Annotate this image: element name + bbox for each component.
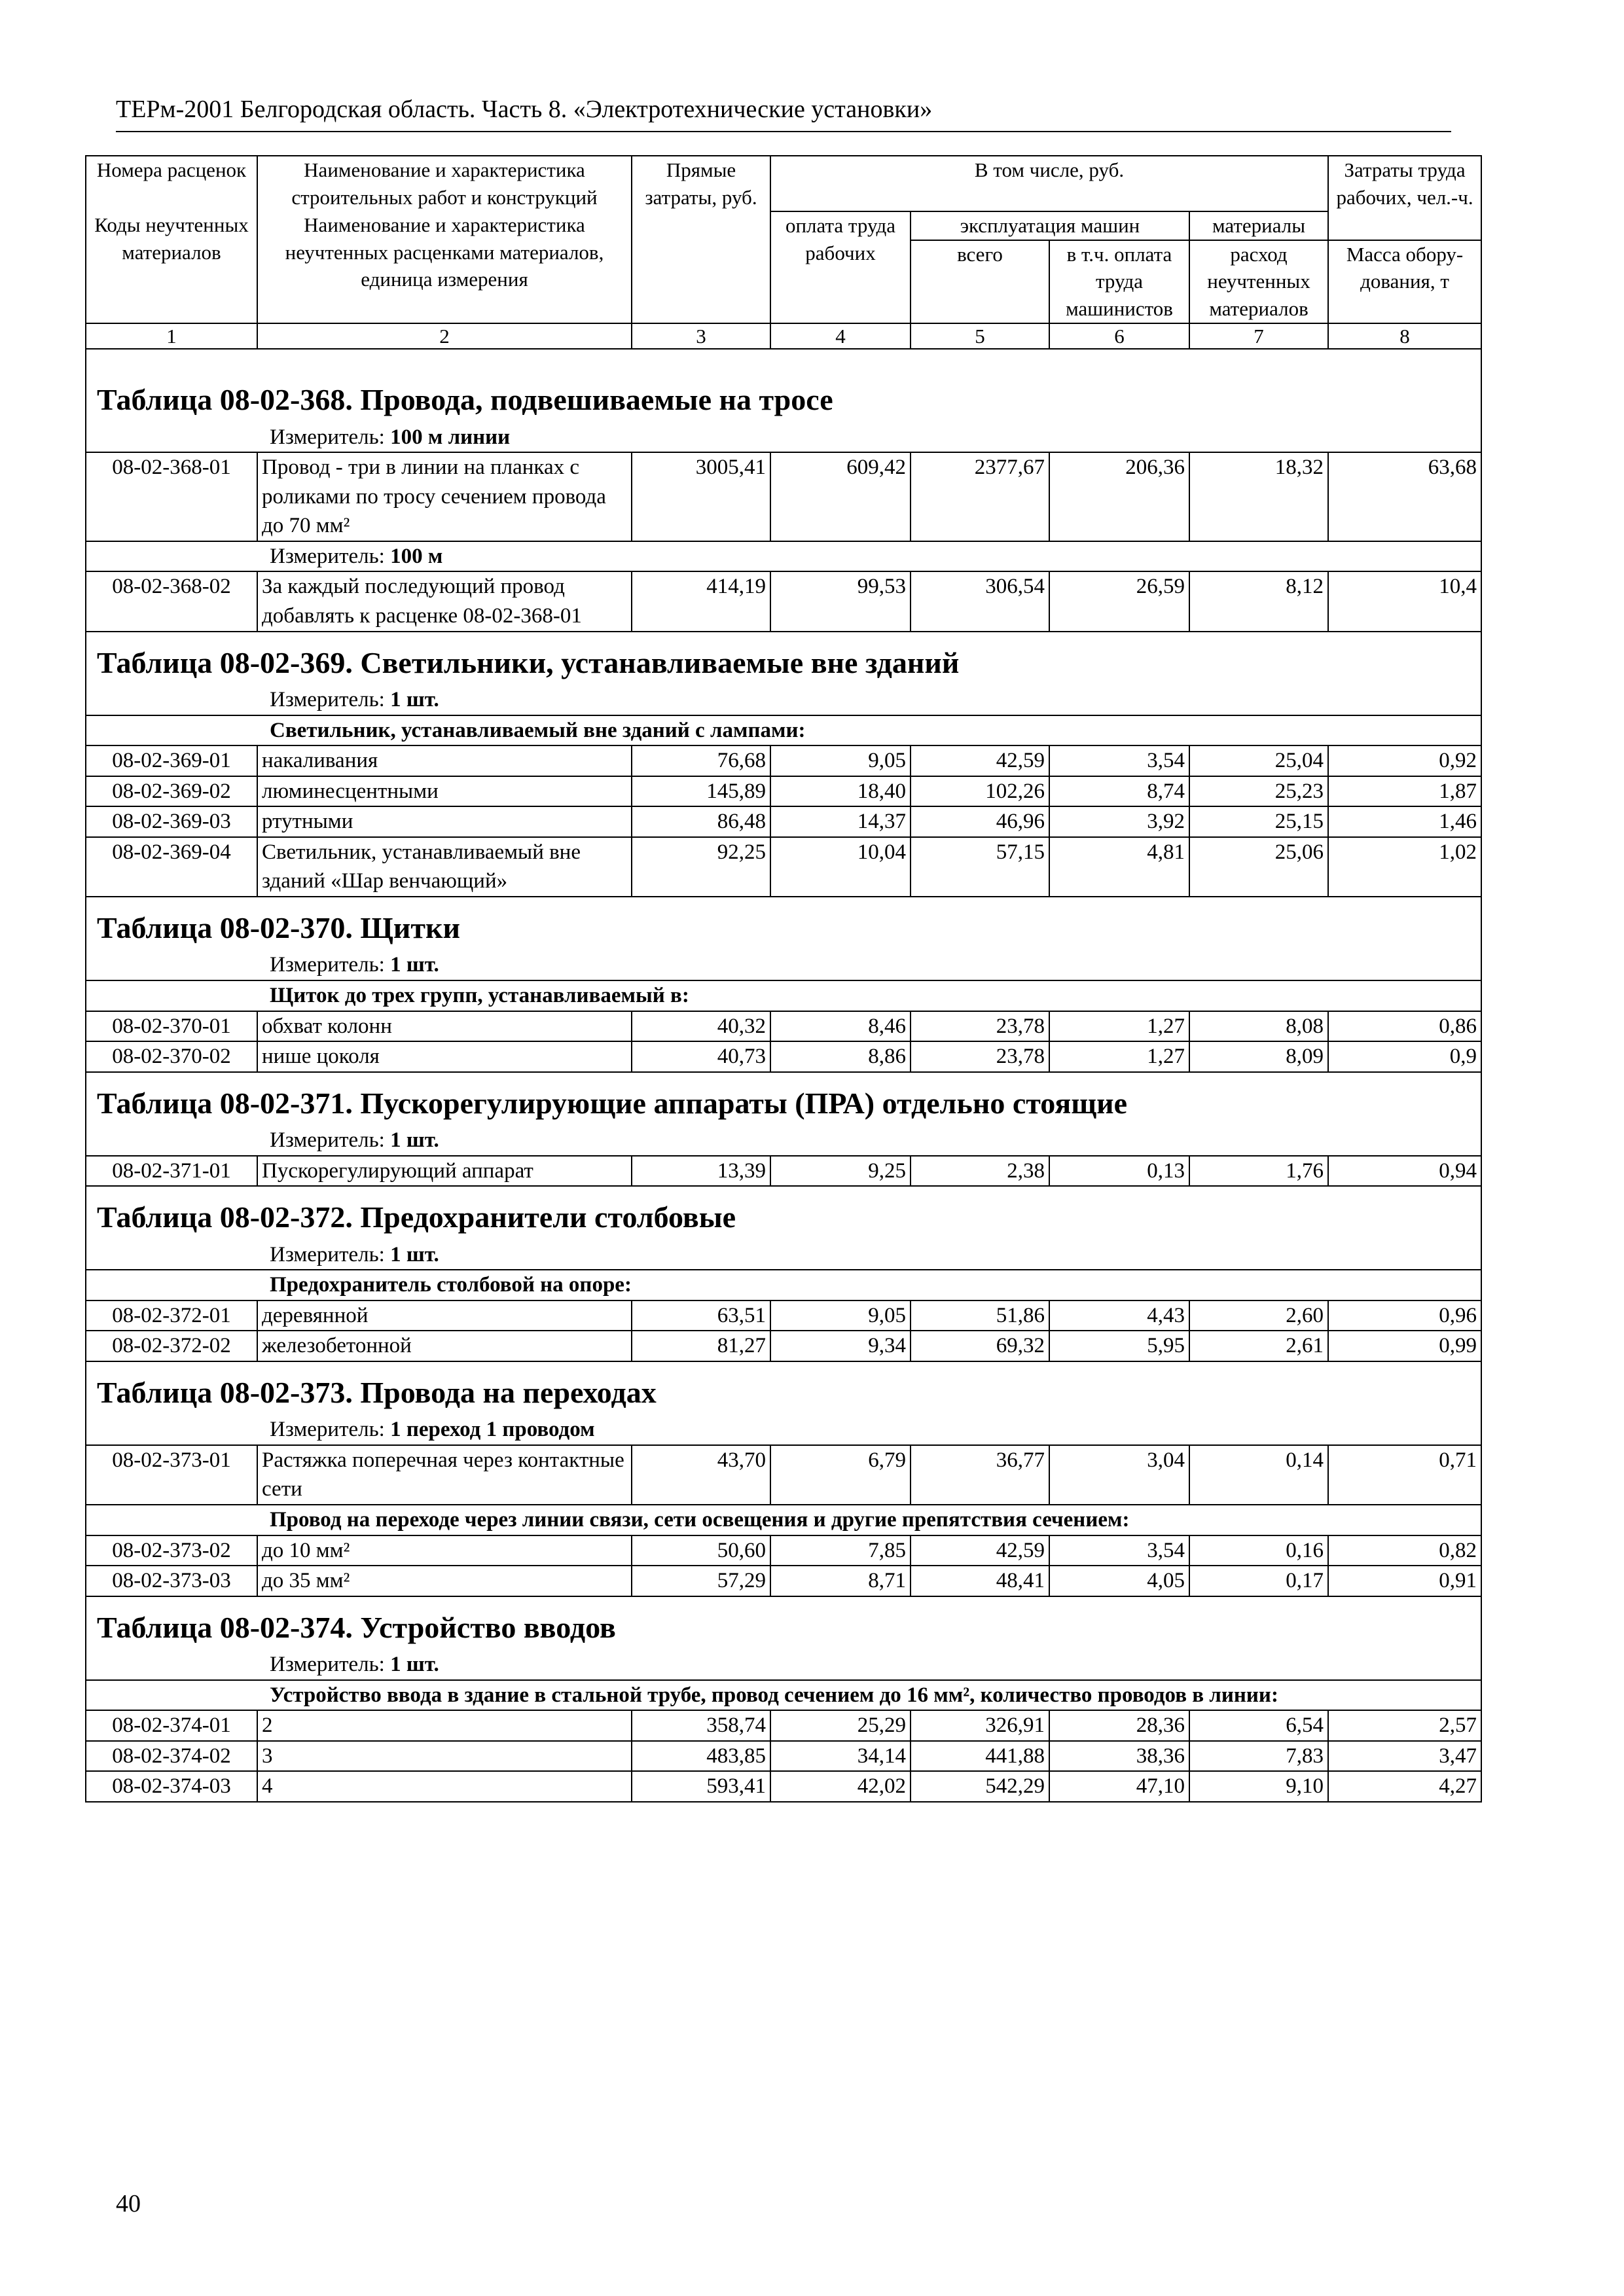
direct-costs: 43,70 [632, 1445, 770, 1505]
subheading: Щиток до трех групп, устанавливаемый в: [86, 980, 1481, 1011]
table-row [86, 1535, 1481, 1566]
rate-name: ртутными [257, 806, 632, 837]
materials: 25,04 [1189, 745, 1328, 776]
section-title-372 [86, 1186, 1481, 1240]
measure-value: 100 м линии [390, 425, 511, 449]
subheading-row-370 [86, 980, 1481, 1011]
rate-code: 08-02-369-04 [86, 837, 257, 897]
rate-code: 08-02-369-03 [86, 806, 257, 837]
rate-name: 4 [257, 1771, 632, 1802]
col-rate-numbers-header: Номера расценок [86, 156, 257, 211]
col-number: 3 [632, 323, 770, 349]
header-row-2 [86, 211, 1481, 240]
materials: 0,14 [1189, 1445, 1328, 1505]
operator-pay: 206,36 [1049, 452, 1189, 541]
materials: 2,60 [1189, 1300, 1328, 1331]
measure [86, 950, 1481, 980]
subheading-row-372 [86, 1270, 1481, 1300]
labor-costs: 1,02 [1328, 837, 1481, 897]
table-row [86, 1331, 1481, 1361]
rate-code: 08-02-373-01 [86, 1445, 257, 1505]
worker-pay: 8,71 [770, 1566, 911, 1596]
rate-code: 08-02-372-01 [86, 1300, 257, 1331]
labor-costs: 10,4 [1328, 571, 1481, 631]
worker-pay: 99,53 [770, 571, 911, 631]
measure-row-370 [86, 950, 1481, 980]
measure-value: 1 шт. [390, 953, 439, 977]
measure-value: 1 шт. [390, 1242, 439, 1266]
measure-value: 1 шт. [390, 688, 439, 712]
section-title: Таблица 08-02-372. Предохранители столбовые [86, 1186, 1481, 1240]
worker-pay: 9,34 [770, 1331, 911, 1361]
rate-name: 2 [257, 1710, 632, 1741]
measure-row-368b [86, 541, 1481, 572]
section-title: Таблица 08-02-369. Светильники, устанавливаемые вне зданий [86, 632, 1481, 686]
labor-costs: 63,68 [1328, 452, 1481, 541]
labor-costs: 0,82 [1328, 1535, 1481, 1566]
operator-pay: 47,10 [1049, 1771, 1189, 1802]
col-number: 1 [86, 323, 257, 349]
worker-pay: 18,40 [770, 776, 911, 807]
rate-name: железобетонной [257, 1331, 632, 1361]
measure-label: Измеритель: [270, 1653, 391, 1677]
table-row [86, 1566, 1481, 1596]
rate-name: Растяжка поперечная через контактные сети [257, 1445, 632, 1505]
section-title-370 [86, 897, 1481, 951]
rate-code: 08-02-369-02 [86, 776, 257, 807]
machines-total: 23,78 [911, 1011, 1049, 1042]
col-number: 7 [1189, 323, 1328, 349]
section-title: Таблица 08-02-374. Устройство вводов [86, 1596, 1481, 1651]
worker-pay: 42,02 [770, 1771, 911, 1802]
col-unaccounted-materials-header: расход неучтенных материалов [1189, 240, 1328, 324]
direct-costs: 13,39 [632, 1156, 770, 1187]
direct-costs: 76,68 [632, 745, 770, 776]
measure-label: Измеритель: [270, 544, 391, 568]
page-number: 40 [116, 2190, 141, 2217]
rate-name: нише цоколя [257, 1041, 632, 1072]
rate-code: 08-02-371-01 [86, 1156, 257, 1187]
rate-code: 08-02-373-03 [86, 1566, 257, 1596]
direct-costs: 57,29 [632, 1566, 770, 1596]
direct-costs: 414,19 [632, 571, 770, 631]
rates-table [85, 155, 1482, 1803]
table-row [86, 452, 1481, 541]
section-title-371 [86, 1072, 1481, 1126]
direct-costs: 40,73 [632, 1041, 770, 1072]
machines-total: 306,54 [911, 571, 1049, 631]
col-operator-pay-header: в т.ч. оплата труда машинистов [1049, 240, 1189, 324]
direct-costs: 145,89 [632, 776, 770, 807]
measure-row-369 [86, 685, 1481, 715]
table-row [86, 1041, 1481, 1072]
measure-label: Измеритель: [270, 1418, 391, 1442]
col-direct-costs-header: Прямые затраты, руб. [632, 156, 770, 323]
subheading: Светильник, устанавливаемый вне зданий с лампами: [86, 715, 1481, 746]
measure-row-372 [86, 1240, 1481, 1270]
labor-costs: 1,87 [1328, 776, 1481, 807]
col-number: 5 [911, 323, 1049, 349]
measure-row-374 [86, 1650, 1481, 1680]
section-title: Таблица 08-02-373. Провода на переходах [86, 1361, 1481, 1416]
table-row [86, 1771, 1481, 1802]
table-row [86, 806, 1481, 837]
machines-total: 42,59 [911, 745, 1049, 776]
materials: 8,08 [1189, 1011, 1328, 1042]
worker-pay: 25,29 [770, 1710, 911, 1741]
worker-pay: 34,14 [770, 1741, 911, 1772]
operator-pay: 3,54 [1049, 745, 1189, 776]
measure-row-368 [86, 423, 1481, 453]
measure [86, 685, 1481, 715]
machines-total: 36,77 [911, 1445, 1049, 1505]
measure-value: 1 шт. [390, 1653, 439, 1677]
measure-label: Измеритель: [270, 1128, 391, 1153]
operator-pay: 3,04 [1049, 1445, 1189, 1505]
measure-value: 1 шт. [390, 1128, 439, 1153]
labor-costs: 0,96 [1328, 1300, 1481, 1331]
table-row [86, 745, 1481, 776]
worker-pay: 9,05 [770, 745, 911, 776]
materials: 0,16 [1189, 1535, 1328, 1566]
machines-total: 542,29 [911, 1771, 1049, 1802]
subheading-row-369 [86, 715, 1481, 746]
rate-code: 08-02-372-02 [86, 1331, 257, 1361]
worker-pay: 9,05 [770, 1300, 911, 1331]
machines-total: 69,32 [911, 1331, 1049, 1361]
table-row [86, 1300, 1481, 1331]
measure [86, 1415, 1481, 1445]
direct-costs: 3005,41 [632, 452, 770, 541]
machines-total: 46,96 [911, 806, 1049, 837]
col-worker-pay-header: оплата труда рабочих [770, 211, 911, 323]
rate-name: 3 [257, 1741, 632, 1772]
table-row [86, 1011, 1481, 1042]
col-machines-header: эксплуатация машин [911, 211, 1189, 240]
direct-costs: 593,41 [632, 1771, 770, 1802]
materials: 0,17 [1189, 1566, 1328, 1596]
machines-total: 57,15 [911, 837, 1049, 897]
table-row [86, 776, 1481, 807]
col-number: 2 [257, 323, 632, 349]
operator-pay: 38,36 [1049, 1741, 1189, 1772]
materials: 6,54 [1189, 1710, 1328, 1741]
rate-name: Пускорегулирующий аппарат [257, 1156, 632, 1187]
operator-pay: 0,13 [1049, 1156, 1189, 1187]
rate-code: 08-02-374-02 [86, 1741, 257, 1772]
subheading-row-374 [86, 1680, 1481, 1711]
measure-value: 100 м [390, 544, 443, 568]
direct-costs: 81,27 [632, 1331, 770, 1361]
section-title: Таблица 08-02-370. Щитки [86, 897, 1481, 951]
operator-pay: 1,27 [1049, 1041, 1189, 1072]
labor-costs: 4,27 [1328, 1771, 1481, 1802]
rate-code: 08-02-369-01 [86, 745, 257, 776]
section-title: Таблица 08-02-368. Провода, подвешиваемые на тросе [86, 369, 1481, 423]
section-title-373 [86, 1361, 1481, 1416]
measure-row-373 [86, 1415, 1481, 1445]
worker-pay: 14,37 [770, 806, 911, 837]
measure [86, 1650, 1481, 1680]
materials: 2,61 [1189, 1331, 1328, 1361]
machines-total: 42,59 [911, 1535, 1049, 1566]
rate-code: 08-02-374-01 [86, 1710, 257, 1741]
direct-costs: 63,51 [632, 1300, 770, 1331]
operator-pay: 1,27 [1049, 1011, 1189, 1042]
worker-pay: 609,42 [770, 452, 911, 541]
table-row [86, 837, 1481, 897]
col-work-name-header: Наименование и характеристика строительных работ и конструкций [257, 156, 632, 211]
rate-code: 08-02-370-01 [86, 1011, 257, 1042]
materials: 25,15 [1189, 806, 1328, 837]
header-row-1 [86, 156, 1481, 211]
materials: 7,83 [1189, 1741, 1328, 1772]
rate-name: люминесцентными [257, 776, 632, 807]
operator-pay: 4,05 [1049, 1566, 1189, 1596]
rate-name: накаливания [257, 745, 632, 776]
col-material-names-header: Наименование и характеристика неучтенных расценками материалов, единица измерения [257, 211, 632, 323]
section-title: Таблица 08-02-371. Пускорегулирующие аппараты (ПРА) отдельно стоящие [86, 1072, 1481, 1126]
worker-pay: 10,04 [770, 837, 911, 897]
section-gap [86, 349, 1481, 369]
section-title-368 [86, 369, 1481, 423]
section-title-369 [86, 632, 1481, 686]
subheading-row-373 [86, 1505, 1481, 1535]
rate-name: За каждый последующий провод добавлять к расценке 08-02-368-01 [257, 571, 632, 631]
worker-pay: 8,86 [770, 1041, 911, 1072]
machines-total: 48,41 [911, 1566, 1049, 1596]
measure-row-371 [86, 1126, 1481, 1156]
measure [86, 1240, 1481, 1270]
operator-pay: 5,95 [1049, 1331, 1189, 1361]
rate-code: 08-02-368-02 [86, 571, 257, 631]
table-row [86, 1445, 1481, 1505]
machines-total: 102,26 [911, 776, 1049, 807]
materials: 25,06 [1189, 837, 1328, 897]
machines-total: 441,88 [911, 1741, 1049, 1772]
operator-pay: 4,81 [1049, 837, 1189, 897]
column-numbers-row [86, 323, 1481, 349]
header-rule [116, 131, 1451, 132]
worker-pay: 9,25 [770, 1156, 911, 1187]
col-materials-header: материалы [1189, 211, 1328, 240]
measure [86, 541, 1481, 572]
direct-costs: 50,60 [632, 1535, 770, 1566]
rate-name: обхват колонн [257, 1011, 632, 1042]
measure [86, 1126, 1481, 1156]
section-title-374 [86, 1596, 1481, 1651]
rate-code: 08-02-368-01 [86, 452, 257, 541]
operator-pay: 8,74 [1049, 776, 1189, 807]
col-number: 4 [770, 323, 911, 349]
measure-value: 1 переход 1 проводом [390, 1418, 595, 1442]
col-labor-costs-header: Затраты труда рабочих, чел.-ч. [1328, 156, 1481, 240]
machines-total: 2,38 [911, 1156, 1049, 1187]
materials: 9,10 [1189, 1771, 1328, 1802]
labor-costs: 0,71 [1328, 1445, 1481, 1505]
rate-name: до 10 мм² [257, 1535, 632, 1566]
labor-costs: 0,86 [1328, 1011, 1481, 1042]
labor-costs: 0,92 [1328, 745, 1481, 776]
operator-pay: 4,43 [1049, 1300, 1189, 1331]
measure-label: Измеритель: [270, 953, 391, 977]
measure-label: Измеритель: [270, 425, 391, 449]
worker-pay: 8,46 [770, 1011, 911, 1042]
rate-code: 08-02-370-02 [86, 1041, 257, 1072]
rate-name: Провод - три в линии на планках с роликами по тросу сечением провода до 70 мм² [257, 452, 632, 541]
col-equipment-mass-header: Масса обору-дования, т [1328, 240, 1481, 324]
worker-pay: 6,79 [770, 1445, 911, 1505]
operator-pay: 3,92 [1049, 806, 1189, 837]
table-row [86, 1710, 1481, 1741]
labor-costs: 3,47 [1328, 1741, 1481, 1772]
worker-pay: 7,85 [770, 1535, 911, 1566]
col-number: 6 [1049, 323, 1189, 349]
direct-costs: 358,74 [632, 1710, 770, 1741]
rate-name: Светильник, устанавливаемый вне зданий «Шар венчающий» [257, 837, 632, 897]
labor-costs: 1,46 [1328, 806, 1481, 837]
operator-pay: 3,54 [1049, 1535, 1189, 1566]
labor-costs: 0,91 [1328, 1566, 1481, 1596]
labor-costs: 0,9 [1328, 1041, 1481, 1072]
labor-costs: 0,99 [1328, 1331, 1481, 1361]
col-number: 8 [1328, 323, 1481, 349]
col-machines-total-header: всего [911, 240, 1049, 324]
operator-pay: 28,36 [1049, 1710, 1189, 1741]
machines-total: 326,91 [911, 1710, 1049, 1741]
direct-costs: 86,48 [632, 806, 770, 837]
rate-name: до 35 мм² [257, 1566, 632, 1596]
measure [86, 423, 1481, 453]
materials: 18,32 [1189, 452, 1328, 541]
machines-total: 51,86 [911, 1300, 1049, 1331]
subheading: Провод на переходе через линии связи, сети освещения и другие препятствия сечением: [86, 1505, 1481, 1535]
machines-total: 2377,67 [911, 452, 1049, 541]
table-row [86, 1156, 1481, 1187]
col-material-codes-header: Коды неучтенных материалов [86, 211, 257, 323]
rate-code: 08-02-374-03 [86, 1771, 257, 1802]
labor-costs: 2,57 [1328, 1710, 1481, 1741]
table-row [86, 1741, 1481, 1772]
direct-costs: 40,32 [632, 1011, 770, 1042]
direct-costs: 92,25 [632, 837, 770, 897]
page-header: ТЕРм-2001 Белгородская область. Часть 8. «Электротехнические установки» [116, 96, 933, 123]
rate-code: 08-02-373-02 [86, 1535, 257, 1566]
materials: 8,12 [1189, 571, 1328, 631]
machines-total: 23,78 [911, 1041, 1049, 1072]
measure-label: Измеритель: [270, 688, 391, 712]
table-row [86, 571, 1481, 631]
direct-costs: 483,85 [632, 1741, 770, 1772]
materials: 25,23 [1189, 776, 1328, 807]
measure-label: Измеритель: [270, 1242, 391, 1266]
rate-name: деревянной [257, 1300, 632, 1331]
materials: 1,76 [1189, 1156, 1328, 1187]
subheading: Предохранитель столбовой на опоре: [86, 1270, 1481, 1300]
materials: 8,09 [1189, 1041, 1328, 1072]
subheading: Устройство ввода в здание в стальной трубе, провод сечением до 16 мм², количество проводов в линии: [86, 1680, 1481, 1711]
operator-pay: 26,59 [1049, 571, 1189, 631]
labor-costs: 0,94 [1328, 1156, 1481, 1187]
col-including-header: В том числе, руб. [770, 156, 1328, 211]
